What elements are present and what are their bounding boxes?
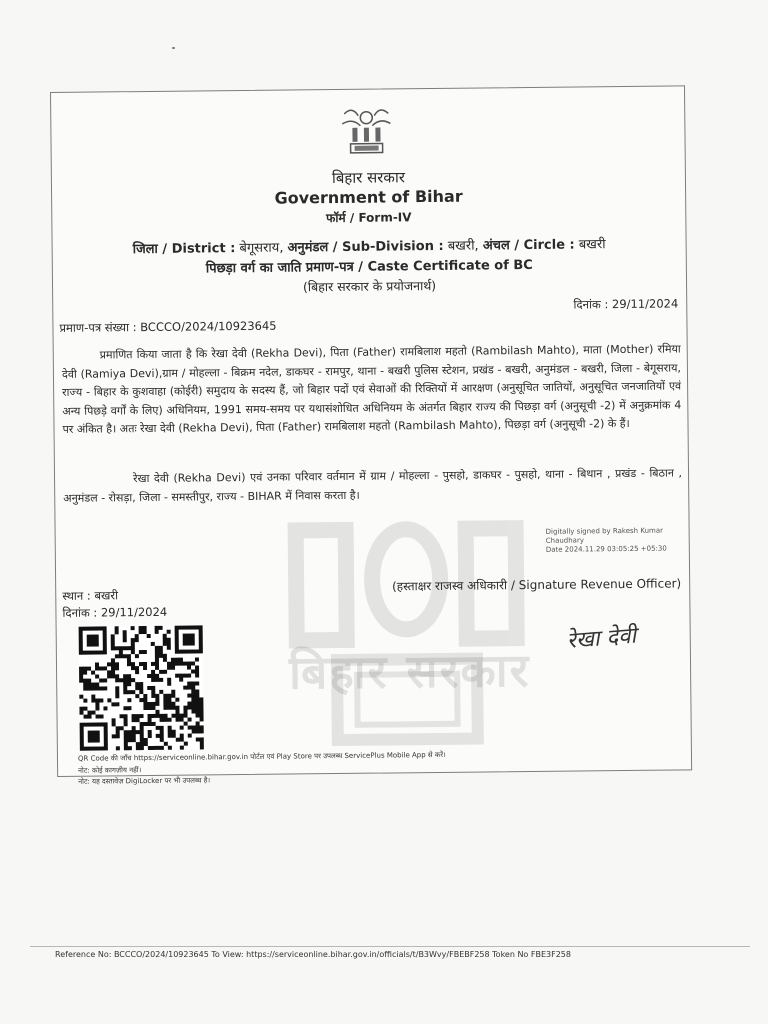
district-value: बेगूसराय, bbox=[239, 240, 284, 257]
watermark-text: बिहार सरकार bbox=[288, 643, 531, 700]
certificate-frame bbox=[50, 85, 692, 786]
digilocker-note: नोट: यह दस्तावेज़ DigiLocker पर भी उपलब्ध है। bbox=[78, 776, 211, 786]
digital-signature-date: Date 2024.11.29 03:05:25 +05:30 bbox=[545, 544, 667, 554]
digital-signature-stamp bbox=[546, 526, 689, 554]
subdivision-value: बखरी, bbox=[447, 238, 479, 254]
form-label: फॉर्म / Form-IV bbox=[326, 210, 412, 226]
scan-speck bbox=[172, 47, 175, 49]
reference-footer: Reference No: BCCCO/2024/10923645 To View: https://serviceonline.bihar.gov.in/officials/t/B3Wvy/FBEBF258 Token No FBE3F258 bbox=[55, 950, 571, 959]
govt-english-title: Government of Bihar bbox=[274, 186, 463, 208]
subdivision-label: अनुमंडल / Sub-Division : bbox=[287, 238, 444, 256]
govt-hindi-title: बिहार सरकार bbox=[331, 168, 406, 188]
handwritten-signature: रेखा देवी bbox=[565, 623, 638, 654]
issue-date-bottom: दिनांक : 29/11/2024 bbox=[62, 604, 168, 620]
signature-role: (हस्ताक्षर राजस्व अधिकारी / Signature Revenue Officer) bbox=[391, 576, 682, 594]
circle-label: अंचल / Circle : bbox=[482, 237, 575, 254]
bihar-emblem-icon bbox=[338, 103, 395, 156]
qr-verification-note: QR Code की जाँच https://serviceonline.bihar.gov.in पोर्टल एवं Play Store पर उपलब्ध ServicePlus Mobile App से करें। bbox=[77, 750, 446, 763]
certificate-purpose: (बिहार सरकार के प्रयोजनार्थ) bbox=[302, 277, 437, 295]
note-line: नोट: कोई कागज़ीय नहीं। bbox=[78, 766, 142, 775]
digital-signature-line: Digitally signed by Rakesh Kumar Chaudhary bbox=[545, 526, 664, 545]
certificate-title: पिछड़ा वर्ग का जाति प्रमाण-पत्र / Caste Certificate of BC bbox=[205, 257, 533, 277]
certification-paragraph: प्रमाणित किया जाता है कि रेखा देवी (Rekha Devi), पिता (Father) रामबिलाश महतो (Rambilash Mahto), माता (Mother) रमिया देवी (Ramiya Devi),ग्राम / मोहल्ला - बिक्रम नदेल, डाकघर - रामपुर, थाना - बखरी पुलिस स्टेशन, प्रखंड - बखरी, अनुमंडल - बखरी, जिला - बेगूसराय, राज्य - बिहार के कुशवाहा (कोईरी) समुदाय के सदस्य हैं, जो बिहार पदों एवं सेवाओं की रिक्तियों में आरक्षण (अनुसूचित जातियों, अनुसूचित जनजातियों एवं अन्य पिछड़े वर्गों के लिए) अधिनियम, 1991 समय-समय पर यथासंशोधित अधिनियम के अंतर्गत बिहार राज्य की पिछड़ा वर्ग (अनुसूची -2) में अनुक्रमांक 4 पर अंकित है। अतः रेखा देवी (Rekha Devi), पिता (Father) रामबिलाश महतो (Rambilash Mahto), पिछड़ा वर्ग (अनुसूची -2) के हैं। bbox=[61, 342, 682, 436]
footer-divider bbox=[30, 946, 750, 947]
qr-code[interactable] bbox=[79, 625, 204, 750]
circle-value: बखरी bbox=[578, 237, 606, 253]
place-of-issue: स्थान : बखरी bbox=[62, 588, 119, 603]
residence-paragraph: रेखा देवी (Rekha Devi) एवं उनका परिवार वर्तमान में ग्राम / मोहल्ला - पुसहो, डाकघर - पुसहो, थाना - बिथान , प्रखंड - बिठान , अनुमंडल - रोसड़ा, जिला - समस्तीपुर, राज्य - BIHAR में निवास करता है। bbox=[63, 466, 683, 505]
certificate-number: प्रमाण-पत्र संख्या : BCCCO/2024/10923645 bbox=[59, 318, 277, 335]
issue-date-top: दिनांक : 29/11/2024 bbox=[573, 296, 679, 312]
district-label: जिला / District : bbox=[132, 241, 236, 258]
